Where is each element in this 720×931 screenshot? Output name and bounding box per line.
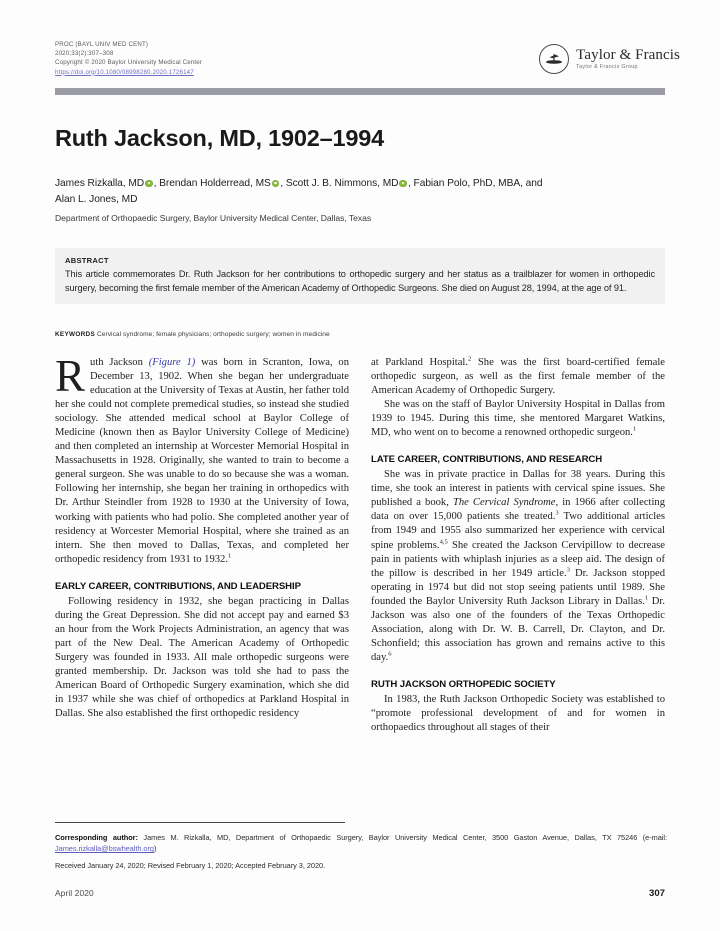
keywords-text: Cervical syndrome; female physicians; orthopedic surgery; women in medicine: [96, 331, 330, 338]
keywords-section: [55, 330, 665, 340]
intro-text-b: was born in Scranton, Iowa, on December 13, 1902. When she began her undergraduate education at the University of Texas at Austin, her father told her she could not complete premedical studies, so instead she studied sociology. She attended medical school at Baylor College of Medicine (known then as Baylor University College of Medicine) and then completed an internship at Worcester Memorial Hospital in Massachusetts in 1928. Originally, she wanted to train to become a general surgeon. She was unable to do so because she was a woman. Following her internship, she began her training in orthopedics with Dr. Arthur Steindler from 1928 to 1930 at the University of Iowa, working with patients who had polio. She completed another year of residency at Worcester Memorial Hospital, where she trained as an intern. She then moved to Dallas, Texas, and completed her orthopedic residency from 1931 to 1932.: [55, 357, 349, 565]
citation-marker[interactable]: 1: [632, 425, 637, 433]
column-left: [55, 351, 349, 818]
issue-date: April 2020: [55, 888, 94, 898]
body-columns: [55, 351, 666, 818]
taylor-francis-mark-icon: [539, 44, 569, 74]
page-footer: [55, 888, 665, 899]
figure-reference[interactable]: (Figure 1): [148, 357, 196, 368]
corresponding-author-text: James M. Rizkalla, MD, Department of Orthopaedic Surgery, Baylor University Medical Center, 3500 Gaston Avenue, Dallas, TX 75246 (e-mail:: [137, 833, 667, 842]
right-p1-text-a: at Parkland Hospital.: [371, 357, 469, 368]
right-paragraph-2: [371, 398, 665, 440]
late-text-d: She created the Jackson Cervipillow to decrease pain in patients with whiplash injuries as a sleep aid. The design of the pillow is described in her 1949 article.: [371, 539, 666, 579]
intro-text-a: uth Jackson: [90, 357, 149, 368]
orcid-icon[interactable]: [145, 180, 153, 188]
journal-citation: 2020;33(2):307–308: [55, 50, 114, 58]
column-right: [371, 356, 665, 818]
society-paragraph: In 1983, the Ruth Jackson Orthopedic Society was established to “promote professional development of and for women in orthopaedics throughout all stages of their: [371, 693, 665, 734]
page-number: 307: [648, 888, 665, 899]
journal-masthead: [55, 40, 385, 77]
author-affiliation: Department of Orthopaedic Surgery, Baylor University Medical Center, Dallas, Texas: [55, 213, 372, 223]
orcid-icon[interactable]: [399, 180, 407, 188]
abstract-section: [55, 248, 665, 304]
citation-marker[interactable]: 6: [388, 650, 392, 658]
citation-marker[interactable]: 1: [644, 594, 649, 602]
author-3: , Scott J. B. Nimmons, MD: [280, 178, 399, 189]
section-heading-late-career: LATE CAREER, CONTRIBUTIONS, AND RESEARCH: [371, 454, 603, 466]
book-title: The Cervical Syndrome: [452, 497, 556, 509]
doi-link[interactable]: https://doi.org/10.1080/08998280.2020.1726147: [55, 68, 194, 76]
late-text-a: She was in private practice in Dallas for 38 years. During this time, she took an interest in patients with cervical spine issues. She published a book,: [371, 469, 665, 509]
right-paragraph-1: [371, 356, 665, 398]
early-career-paragraph: Following residency in 1932, she began practicing in Dallas during the Great Depression. She did not accept pay and earned $3 an hour from the Work Projects Administration, an agency that was part of the New Deal. The American Academy of Orthopedic Surgery was founded in 1933. All male orthopedic surgeons were granted membership. Dr. Jackson was told she had to pass the American Board of Orthopedic Surgery examination, which she did in 1937 while she was chief of orthopedics at Parkland Hospital in Dallas. She also established the first orthopedic residency: [55, 595, 349, 720]
publisher-logo: [539, 44, 680, 74]
right-p1-text-b: She was the first board-certified female orthopedic surgeon, as well as the first female member of the American Academy of Orthopedic Surgery.: [371, 357, 665, 397]
journal-name: PROC (BAYL UNIV MED CENT): [55, 41, 149, 48]
author-1: James Rizkalla, MD: [55, 178, 145, 189]
section-heading-early-career: EARLY CAREER, CONTRIBUTIONS, AND LEADERSHIP: [55, 580, 301, 592]
copyright-line: Copyright © 2020 Baylor University Medical Center: [55, 59, 203, 67]
publisher-name: Taylor & Francis: [576, 47, 680, 63]
keywords-label: KEYWORDS: [55, 331, 96, 338]
page-title: Ruth Jackson, MD, 1902–1994: [55, 125, 384, 151]
author-2: , Brendan Holderread, MS: [153, 178, 271, 189]
email-link[interactable]: James.rizkalla@bswhealth.org: [55, 844, 154, 854]
citation-marker[interactable]: 2: [468, 355, 472, 363]
right-p2-text: She was on the staff of Baylor University Hospital in Dallas from 1939 to 1945. During this time, she mentored Margaret Watkins, MD, who went on to become a renowned orthopedic surgeon.: [371, 399, 665, 439]
late-text-b: , in 1966 after collecting data on over 15,000 patients she treated.: [371, 497, 666, 523]
publisher-wordmark: [576, 47, 680, 71]
abstract-text: This article commemorates Dr. Ruth Jackson for her contributions to orthopedic surgery and her status as a trailblazer for women in orthopedic surgery, becoming the first female member of the American Academy of Orthopedic Surgeons. She died on August 28, 1994, at the age of 91.: [65, 269, 655, 293]
author-5: Alan L. Jones, MD: [55, 194, 138, 205]
late-career-paragraph: [371, 468, 665, 665]
submission-dates: Received January 24, 2020; Revised February 1, 2020; Accepted February 3, 2020.: [55, 861, 326, 871]
citation-marker[interactable]: 3: [555, 509, 559, 517]
drop-cap: R: [55, 351, 86, 401]
citation-marker[interactable]: 1: [228, 552, 232, 560]
section-heading-society: RUTH JACKSON ORTHOPEDIC SOCIETY: [371, 678, 556, 690]
citation-marker[interactable]: 4,5: [439, 537, 448, 545]
author-list: [55, 176, 655, 208]
corresponding-author-label: Corresponding author:: [55, 833, 138, 842]
corresponding-author-text-end: ): [153, 844, 157, 854]
header-divider: [55, 88, 665, 95]
orcid-icon[interactable]: [272, 180, 280, 188]
late-text-f: Dr. Jackson was also one of the founders of the Texas Orthopedic Association, along with Dr. W. B. Carrell, Dr. Clayton, and Dr. Schonfield; this association has grown and remains active to this day.: [371, 595, 665, 663]
author-4: , Fabian Polo, PhD, MBA, and: [407, 178, 543, 189]
citation-marker[interactable]: 3: [566, 566, 570, 574]
correspondence-note: [55, 832, 667, 872]
abstract-label: ABSTRACT: [65, 256, 109, 265]
publisher-group: Taylor & Francis Group: [576, 64, 638, 70]
intro-paragraph: [55, 351, 349, 567]
late-text-c: Two additional articles from 1949 and 1955 also summarized her experience with cervical spine problems.: [371, 511, 665, 551]
footnote-divider: [55, 822, 345, 823]
late-text-e: Dr. Jackson stopped operating in 1974 but did not stop seeing patients until 1989. She founded the Baylor University Ruth Jackson Library in Dallas.: [371, 567, 665, 607]
